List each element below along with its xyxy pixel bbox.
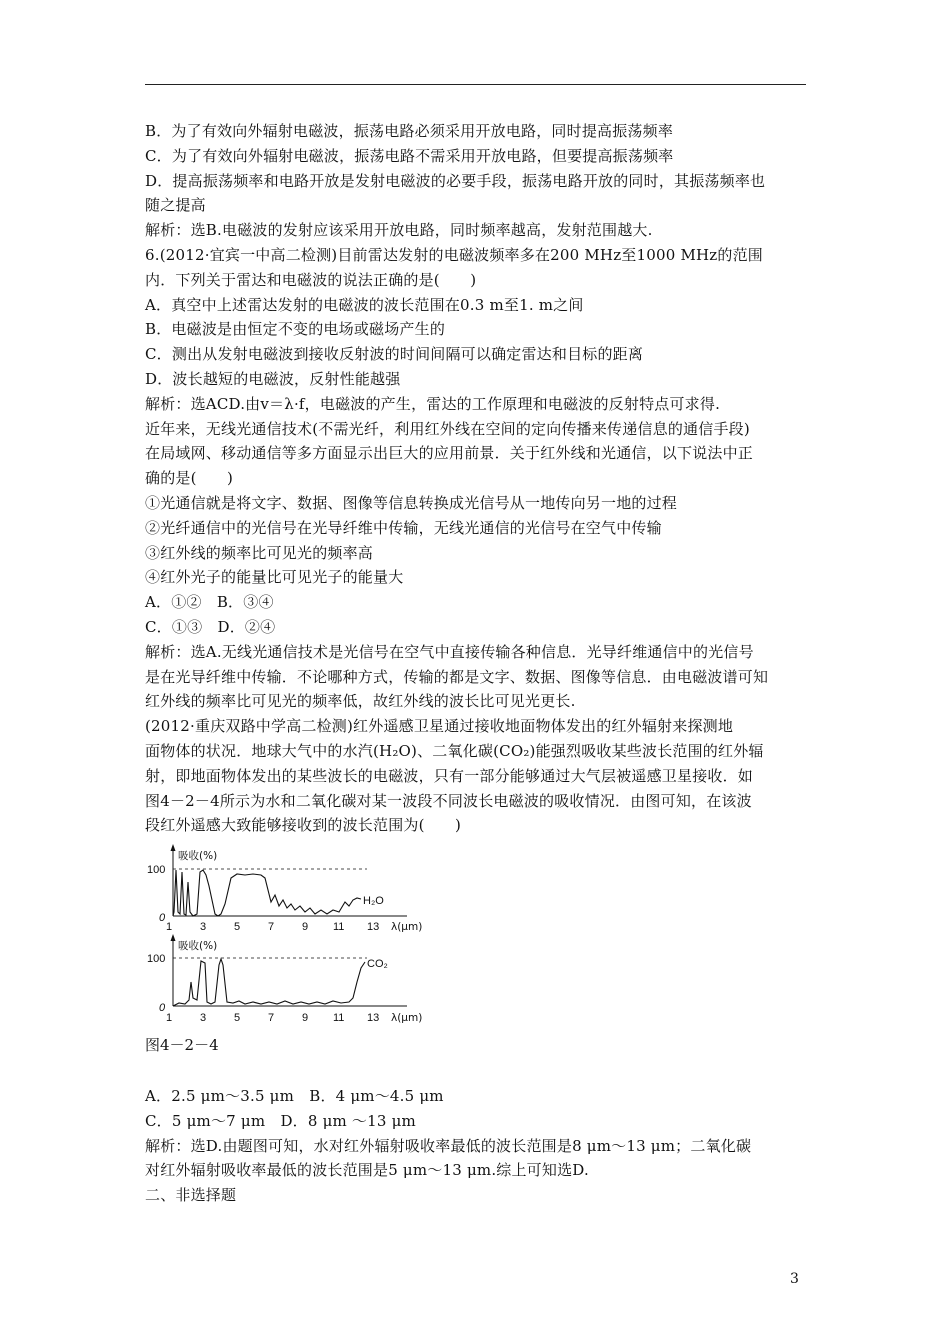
absorption-charts-svg bbox=[145, 842, 445, 1027]
co2-xtick-1: 1 bbox=[166, 1012, 173, 1025]
text-line: 段红外遥感大致能够接收到的波长范围为( ) bbox=[145, 816, 462, 835]
co2-xtick-3: 3 bbox=[200, 1012, 207, 1025]
text-line: 内．下列关于雷达和电磁波的说法正确的是( ) bbox=[145, 270, 477, 289]
text-line: 解析：选D.由题图可知，水对红外辐射吸收率最低的波长范围是8 μm～13 μm；二氧化碳 bbox=[145, 1136, 752, 1155]
text-line: 解析：选A.无线光通信技术是光信号在空气中直接传输各种信息．光导纤维通信中的光信号 bbox=[145, 642, 754, 661]
figure-caption: 图4－2－4 bbox=[145, 1036, 219, 1055]
text-line: A．真空中上述雷达发射的电磁波的波长范围在0.3 m至1. m之间 bbox=[145, 295, 584, 314]
co2-xlabel: λ(μm) bbox=[391, 1012, 423, 1025]
text-line: 面物体的状况．地球大气中的水汽(H₂O)、二氧化碳(CO₂)能强烈吸收某些波长范围的红外辐 bbox=[145, 741, 764, 760]
text-line: ④红外光子的能量比可见光子的能量大 bbox=[145, 568, 404, 587]
text-line: ③红外线的频率比可见光的频率高 bbox=[145, 543, 374, 562]
co2-xtick-11: 11 bbox=[333, 1012, 345, 1025]
h2o-y-arrow bbox=[171, 844, 176, 851]
h2o-xtick-7: 7 bbox=[268, 921, 275, 934]
text-line: 射，即地面物体发出的某些波长的电磁波，只有一部分能够通过大气层被遥感卫星接收．如 bbox=[145, 766, 754, 785]
h2o-ylabel: 吸收(%) bbox=[178, 850, 218, 863]
h2o-xticks bbox=[166, 921, 379, 933]
h2o-xtick-1: 1 bbox=[166, 921, 173, 934]
co2-chart bbox=[147, 934, 422, 1024]
co2-series-label: CO₂ bbox=[367, 958, 388, 971]
h2o-y0-label: 0 bbox=[159, 912, 166, 925]
co2-ylabel: 吸收(%) bbox=[178, 940, 218, 953]
text-line: 对红外辐射吸收率最低的波长范围是5 μm～13 μm.综上可知选D. bbox=[145, 1161, 589, 1180]
text-block-top bbox=[145, 119, 825, 838]
text-line: C．测出从发射电磁波到接收反射波的时间间隔可以确定雷达和目标的距离 bbox=[145, 345, 644, 364]
text-line: 红外线的频率比可见光的频率低，故红外线的波长比可见光更长. bbox=[145, 692, 576, 711]
text-line: ②光纤通信中的光信号在光导纤维中传输，无线光通信的光信号在空气中传输 bbox=[145, 518, 662, 537]
h2o-chart bbox=[147, 844, 422, 933]
h2o-series-label: H₂O bbox=[363, 895, 384, 908]
text-line: 随之提高 bbox=[145, 196, 206, 215]
co2-xtick-9: 9 bbox=[302, 1012, 309, 1025]
h2o-xlabel: λ(μm) bbox=[391, 921, 423, 934]
text-line: 二、非选择题 bbox=[145, 1186, 237, 1205]
text-line: 近年来，无线光通信技术(不需光纤，利用红外线在空间的定向传播来传递信息的通信手段) bbox=[145, 419, 750, 438]
page-number: 3 bbox=[790, 1271, 799, 1287]
h2o-y100-label: 100 bbox=[147, 864, 166, 877]
text-line: 图4－2－4所示为水和二氧化碳对某一波段不同波长电磁波的吸收情况．由图可知，在该波 bbox=[145, 791, 752, 810]
h2o-xtick-3: 3 bbox=[200, 921, 207, 934]
page-body bbox=[145, 119, 825, 1208]
text-line: D．提高振荡频率和电路开放是发射电磁波的必要手段，振荡电路开放的同时，其振荡频率也 bbox=[145, 171, 766, 190]
co2-y100-label: 100 bbox=[147, 953, 166, 966]
h2o-curve bbox=[173, 870, 361, 916]
text-line: 在局域网、移动通信等多方面显示出巨大的应用前景．关于红外线和光通信，以下说法中正 bbox=[145, 444, 754, 463]
header-rule bbox=[145, 84, 806, 85]
h2o-xtick-11: 11 bbox=[333, 921, 345, 934]
h2o-xtick-5: 5 bbox=[234, 921, 241, 934]
text-line: C．为了有效向外辐射电磁波，振荡电路不需采用开放电路，但要提高振荡频率 bbox=[145, 146, 674, 165]
absorption-figure bbox=[145, 842, 445, 1027]
co2-xtick-5: 5 bbox=[234, 1012, 241, 1025]
co2-xtick-7: 7 bbox=[268, 1012, 275, 1025]
h2o-xtick-13: 13 bbox=[367, 921, 380, 934]
text-line: 解析：选ACD.由v＝λ·f，电磁波的产生，雷达的工作原理和电磁波的反射特点可求得. bbox=[145, 394, 721, 413]
text-line: 解析：选B.电磁波的发射应该采用开放电路，同时频率越高，发射范围越大. bbox=[145, 221, 653, 240]
text-line: 6.(2012·宜宾一中高二检测)目前雷达发射的电磁波频率多在200 MHz至1000 MHz的范围 bbox=[145, 245, 763, 264]
text-line: 确的是( ) bbox=[145, 469, 234, 488]
text-line: C．①③ D．②④ bbox=[145, 617, 276, 636]
h2o-xtick-9: 9 bbox=[302, 921, 309, 934]
text-line: B．电磁波是由恒定不变的电场或磁场产生的 bbox=[145, 320, 446, 339]
co2-xticks bbox=[166, 1012, 379, 1024]
co2-curve bbox=[173, 959, 365, 1006]
text-line: D．波长越短的电磁波，反射性能越强 bbox=[145, 369, 401, 388]
text-line: A．2.5 μm～3.5 μm B．4 μm～4.5 μm bbox=[145, 1086, 444, 1105]
text-line: C．5 μm～7 μm D．8 μm ～13 μm bbox=[145, 1111, 416, 1130]
co2-xtick-13: 13 bbox=[367, 1012, 380, 1025]
text-line: ①光通信就是将文字、数据、图像等信息转换成光信号从一地传向另一地的过程 bbox=[145, 493, 678, 512]
text-line: (2012·重庆双路中学高二检测)红外遥感卫星通过接收地面物体发出的红外辐射来探测地 bbox=[145, 717, 734, 736]
co2-y-arrow bbox=[171, 934, 176, 941]
text-line: B．为了有效向外辐射电磁波，振荡电路必须采用开放电路，同时提高振荡频率 bbox=[145, 122, 674, 140]
text-block-bottom bbox=[145, 1084, 825, 1208]
text-line: 是在光导纤维中传输．不论哪种方式，传输的都是文字、数据、图像等信息．由电磁波谱可知 bbox=[145, 667, 769, 686]
co2-y0-label: 0 bbox=[159, 1002, 166, 1015]
text-line: A．①② B．③④ bbox=[145, 593, 274, 612]
